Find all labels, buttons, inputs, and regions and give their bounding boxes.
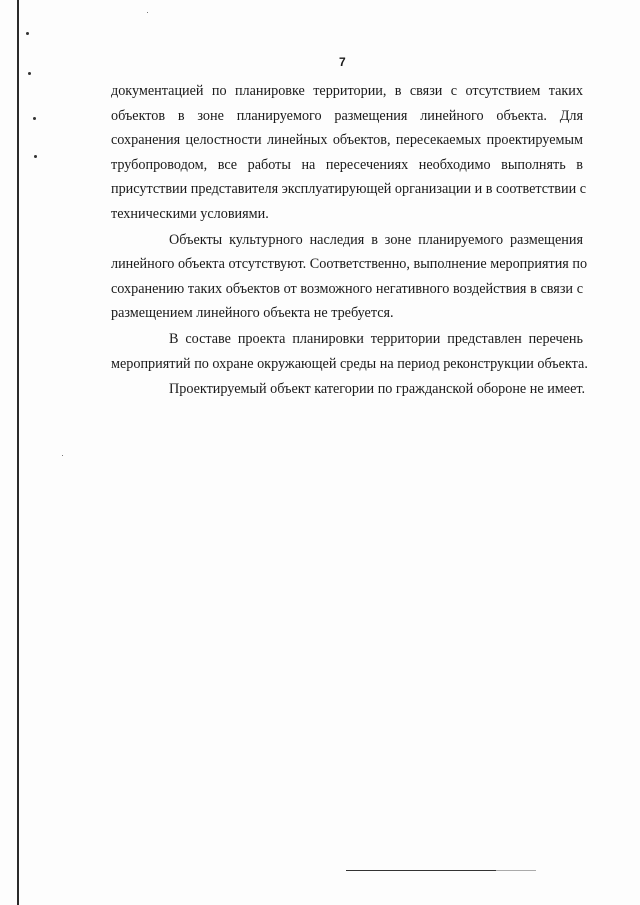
paragraph-civil-defense	[111, 377, 586, 402]
scan-dot	[26, 32, 29, 35]
document-body	[111, 79, 588, 402]
scan-speck	[147, 12, 148, 13]
scan-dot	[28, 72, 31, 75]
text-line: документацией по планировке территории, в связи с отсутствием таких	[111, 83, 583, 99]
text-line: объектов в зоне планируемого размещения линейного объекта. Для	[111, 107, 583, 124]
text-line: трубопроводом, все работы на пересечениях необходимо выполнять в	[111, 156, 583, 173]
scan-dot	[33, 117, 36, 120]
text-line: техническими условиями.	[111, 205, 269, 222]
footer-signature-rule-faint	[496, 870, 536, 871]
paragraph-environment	[111, 327, 588, 376]
text-line: присутствии представителя эксплуатирующей организации и в соответствии с	[111, 181, 587, 198]
text-line: сохранению таких объектов от возможного негативного воздействия в связи с	[111, 280, 583, 297]
scan-speck	[62, 455, 63, 456]
text-line: линейного объекта отсутствуют. Соответственно, выполнение мероприятия по	[111, 256, 588, 273]
text-line: Объекты культурного наследия в зоне планируемого размещения	[169, 231, 583, 248]
text-line: Проектируемый объект категории по гражданской обороне не имеет.	[169, 381, 586, 398]
text-line: мероприятий по охране окружающей среды на период реконструкции объекта.	[111, 355, 588, 372]
text-line: В составе проекта планировки территории представлен перечень	[169, 330, 583, 347]
text-line: размещением линейного объекта не требуется.	[111, 305, 394, 322]
footer-signature-rule	[346, 870, 496, 871]
paragraph-cultural-heritage	[111, 228, 588, 326]
text-line: сохранения целостности линейных объектов, пересекаемых проектируемым	[111, 132, 583, 149]
page-number: 7	[339, 55, 346, 69]
binding-edge-line	[17, 0, 19, 905]
scan-dot	[34, 155, 37, 158]
paragraph-utilities	[111, 79, 587, 227]
